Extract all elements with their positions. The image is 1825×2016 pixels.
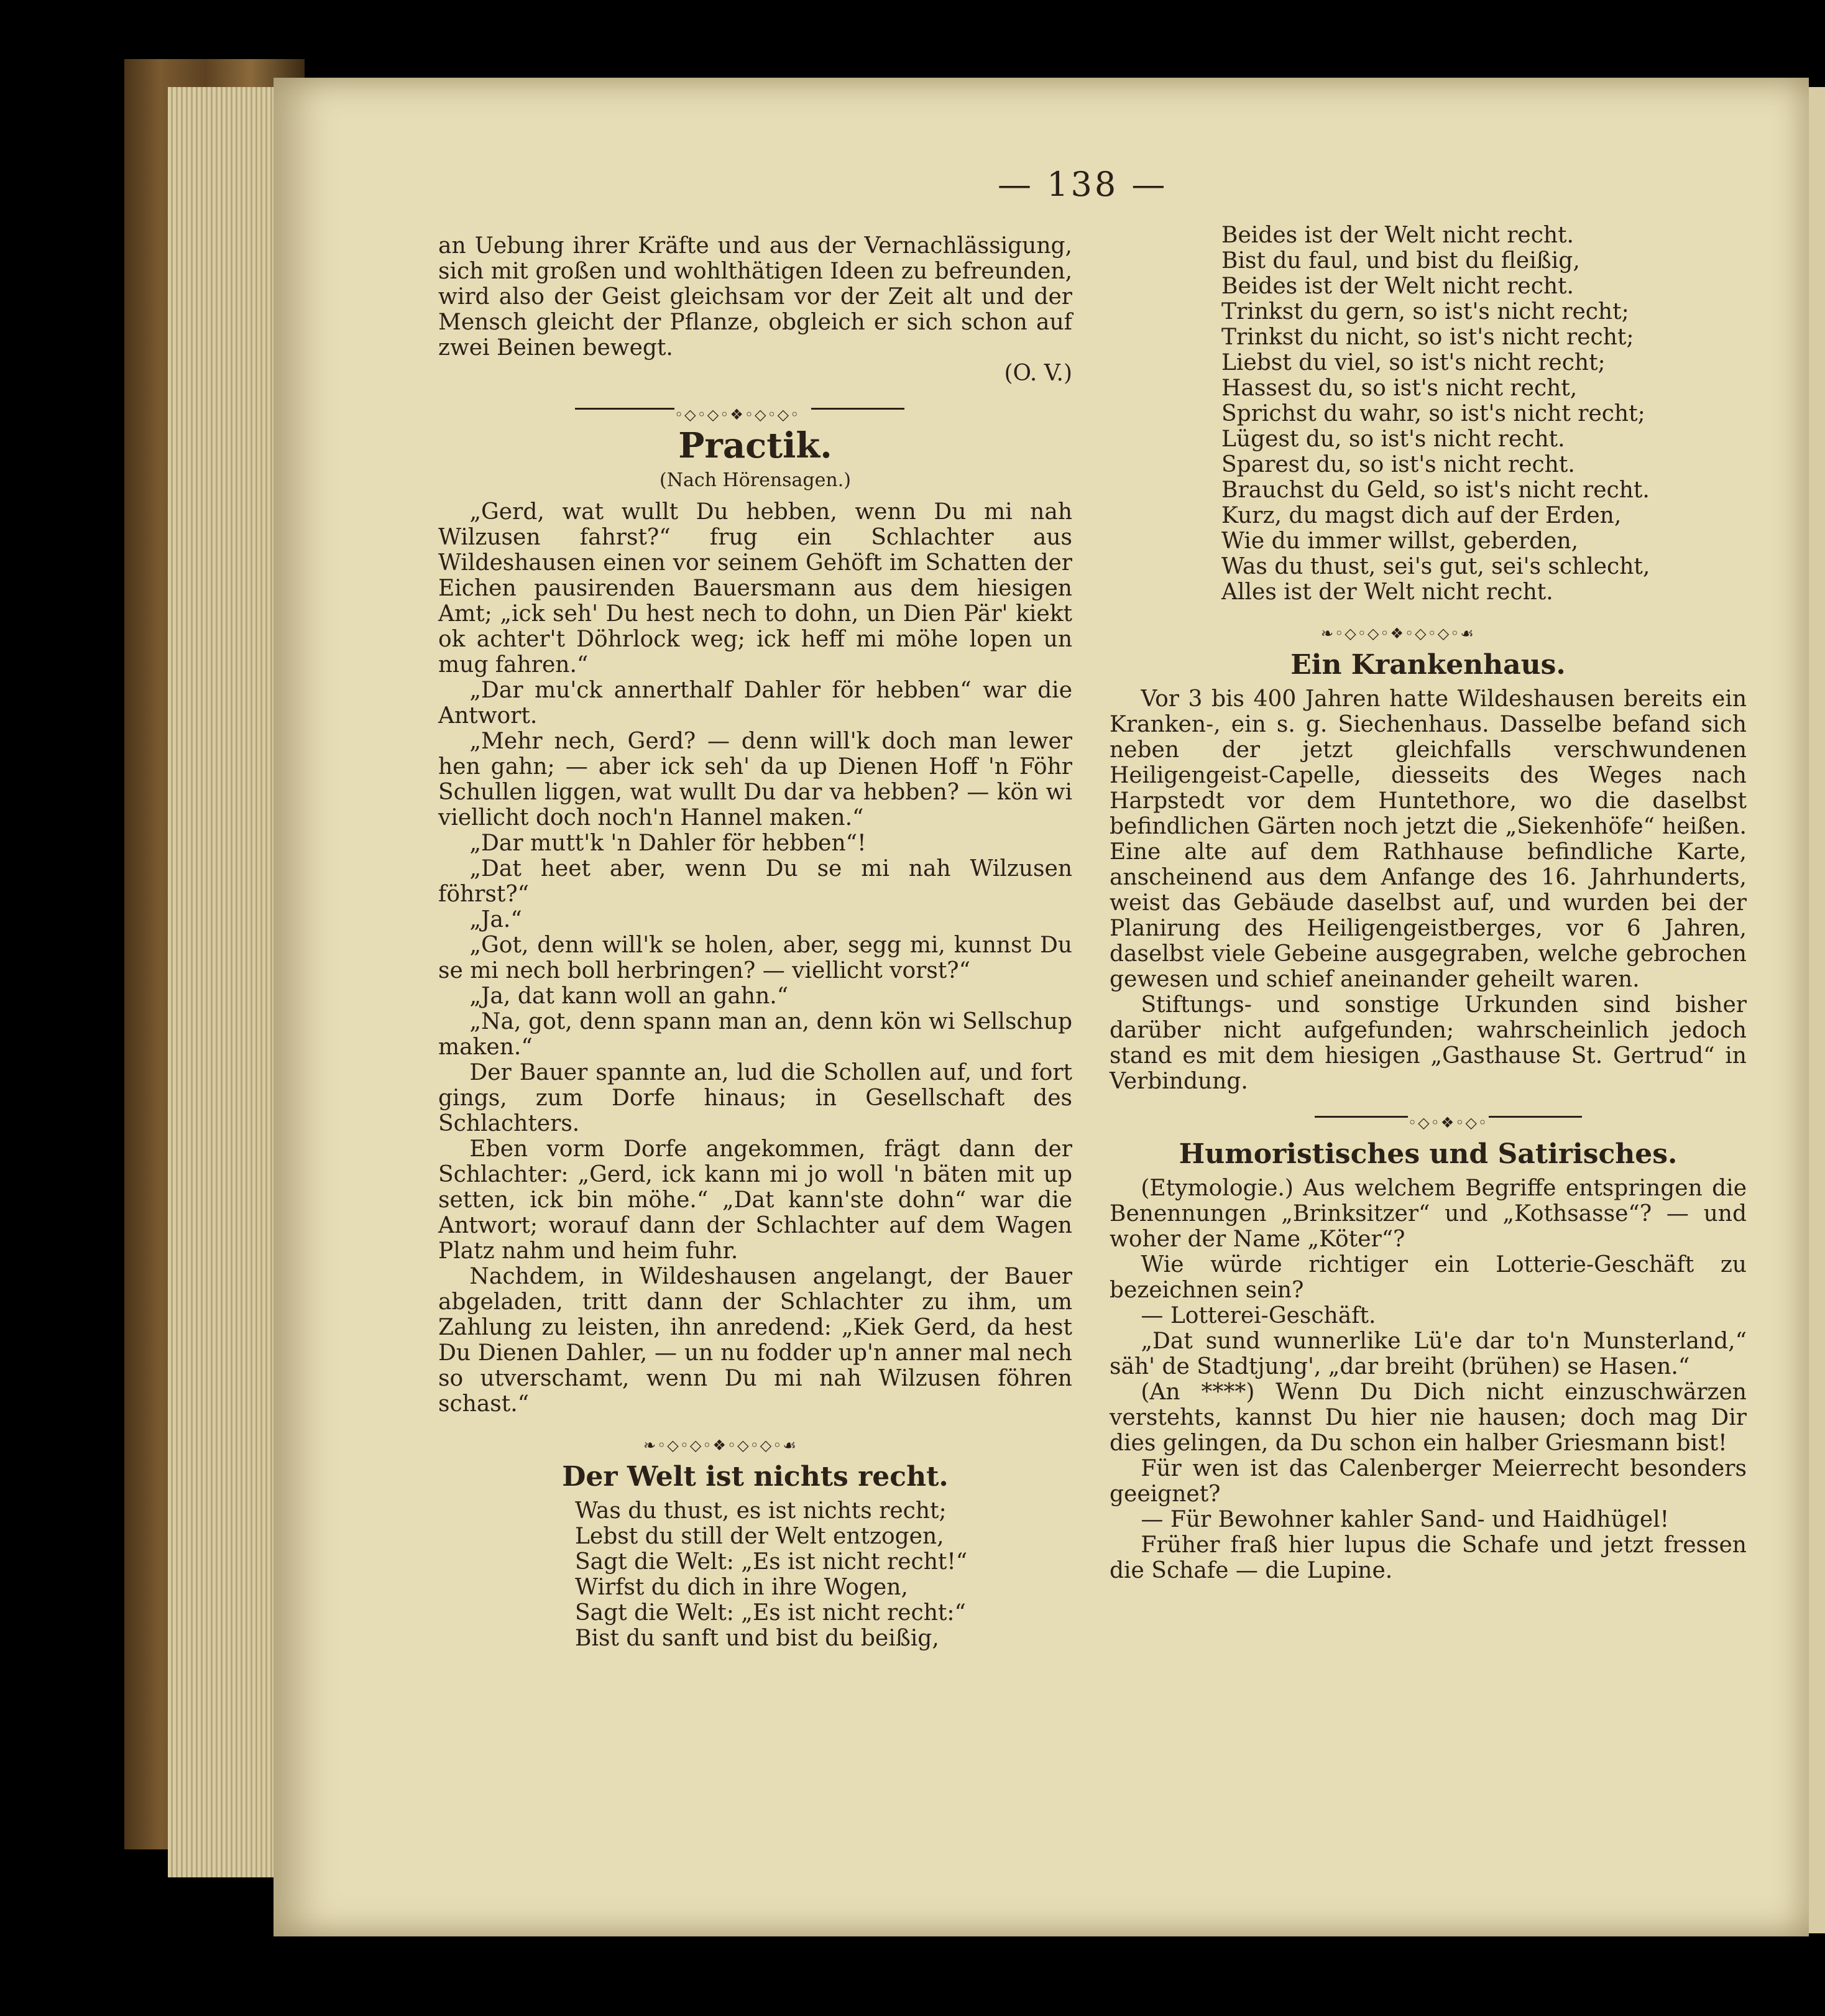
paragraph: (An ****) Wenn Du Dich nicht einzuschwärzen verstehts, kannst Du hier nie hausen; doch mag Dir dies gelingen, da Du schon ein halber Griesmann bist! (1110, 1379, 1747, 1456)
humor-title: Humoristisches und Satirisches. (1179, 1138, 1678, 1170)
poem-line: Sagt die Welt: „Es ist nicht recht!“ (575, 1549, 968, 1575)
poem-line: Hassest du, so ist's nicht recht, (1221, 375, 1578, 401)
page-number: — 138 — (998, 165, 1168, 204)
poem-line: Sagt die Welt: „Es ist nicht recht:“ (575, 1600, 966, 1626)
poem-line: Alles ist der Welt nicht recht. (1221, 579, 1553, 605)
left-column (438, 233, 1072, 1651)
poem-line: Beides ist der Welt nicht recht. (1221, 223, 1574, 248)
paragraph: „Gerd, wat wullt Du hebben, wenn Du mi nah Wilzusen fahrst?“ frug ein Schlachter aus Wildeshausen einen vor seinem Gehöft im Schatten der Eichen pausirenden Bauersmann aus dem hiesigen Amt; „ick seh' Du hest nech to dohn, un Dien Pär' kiekt ok achter't Döhrlock weg; ick heff mi möhe lopen un mug fahren.“ (438, 499, 1072, 678)
page-edges (168, 87, 280, 1877)
paragraph: Vor 3 bis 400 Jahren hatte Wildeshausen bereits ein Kranken-, ein s. g. Siechenhaus. Dasselbe befand sich neben der jetzt gleichfalls verschwundenen Heiligengeist-Capelle, diesseits des Weges nach Harpstedt vor dem Huntethore, wo die daselbst befindlichen Gärten noch jetzt die „Siekenhöfe“ heißen. Eine alte auf dem Rathhause befindliche Karte, anscheinend aus dem Anfange des 16. Jahrhunderts, weist das Gebäude daselbst auf, und wurden bei der Planirung des Heiligengeistberges, vor 6 Jahren, daselbst viele Gebeine ausgegraben, welche gebrochen gewesen und schief aneinander geheilt waren. (1110, 686, 1747, 992)
practik-subtitle: (Nach Hörensagen.) (660, 469, 851, 491)
poem-line: Kurz, du magst dich auf der Erden, (1221, 503, 1622, 528)
humor-text (1110, 1176, 1747, 1583)
section-divider: ❧◦◇◦◇◦❖◦◇◦◇◦☙ (1321, 625, 1475, 642)
paragraph: — Für Bewohner kahler Sand- und Haidhügel! (1141, 1507, 1670, 1532)
krankenhaus-text (1110, 686, 1747, 1094)
paragraph: „Dat heet aber, wenn Du se mi nah Wilzusen föhrst?“ (438, 856, 1072, 907)
paragraph: Für wen ist das Calenberger Meierrecht besonders geeignet? (1110, 1456, 1747, 1507)
krankenhaus-title: Ein Krankenhaus. (1290, 649, 1566, 681)
poem-line: Brauchst du Geld, so ist's nicht recht. (1221, 477, 1650, 503)
paragraph: Stiftungs- und sonstige Urkunden sind bisher darüber nicht aufgefunden; wahrscheinlich jedoch stand es mit dem hiesigen „Gasthause St. Gertrud“ in Verbindung. (1110, 992, 1747, 1094)
welt-title: Der Welt ist nichts recht. (562, 1461, 949, 1493)
poem-line: Was du thust, es ist nichts recht; (575, 1498, 947, 1524)
welt-poem (575, 1498, 1072, 1651)
paragraph: „Mehr nech, Gerd? — denn will'k doch man lewer hen gahn; — aber ick seh' da up Dienen Hoff 'n Föhr Schullen liggen, wat wullt Du dar va hebben? — kön wi viellicht doch noch'n Hannel maken.“ (438, 729, 1072, 831)
poem-line: Trinkst du gern, so ist's nicht recht; (1221, 299, 1629, 324)
poem-line: Trinkst du nicht, so ist's nicht recht; (1221, 324, 1634, 350)
paragraph: „Ja, dat kann woll an gahn.“ (469, 983, 789, 1009)
paragraph: „Dar mu'ck annerthalf Dahler för hebben“ war die Antwort. (438, 678, 1072, 729)
poem-line: Sprichst du wahr, so ist's nicht recht; (1221, 401, 1645, 426)
practik-text (438, 499, 1072, 1417)
poem-line: Beides ist der Welt nicht recht. (1221, 274, 1574, 299)
poem-line: Was du thust, sei's gut, sei's schlecht, (1221, 554, 1650, 579)
welt-poem-continued (1221, 223, 1747, 605)
poem-line: Bist du sanft und bist du beißig, (575, 1626, 939, 1651)
paragraph: Der Bauer spannte an, lud die Schollen auf, und fort gings, zum Dorfe hinaus; in Gesellschaft des Schlachters. (438, 1060, 1072, 1136)
paragraph: „Ja.“ (469, 907, 522, 932)
poem-line: Liebst du viel, so ist's nicht recht; (1221, 350, 1606, 375)
poem-line: Lügest du, so ist's nicht recht. (1221, 426, 1565, 452)
right-column (1110, 223, 1747, 1583)
paragraph: — Lotterei-Geschäft. (1141, 1303, 1376, 1328)
practik-title: Practik. (678, 425, 832, 466)
paragraph: (Etymologie.) Aus welchem Begriffe entspringen die Benennungen „Brinksitzer“ und „Kothsasse“? — und woher der Name „Köter“? (1110, 1176, 1747, 1252)
poem-line: Lebst du still der Welt entzogen, (575, 1524, 944, 1549)
poem-line: Wirfst du dich in ihre Wogen, (575, 1575, 908, 1600)
paragraph: Nachdem, in Wildeshausen angelangt, der Bauer abgeladen, tritt dann der Schlachter zu ihm, um Zahlung zu leisten, ihn anredend: „Kiek Gerd, da hest Du Dienen Dahler, — un nu fodder up'n anner mal nech so utverschamt, wenn Du mi nah Wilzusen föhren schast.“ (438, 1264, 1072, 1417)
paragraph: Früher fraß hier lupus die Schafe und jetzt fressen die Schafe — die Lupine. (1110, 1532, 1747, 1583)
paragraph: Wie würde richtiger ein Lotterie-Geschäft zu bezeichnen sein? (1110, 1252, 1747, 1303)
intro-signature: (O. V.) (1004, 361, 1072, 386)
paragraph: „Dat sund wunnerlike Lü'e dar to'n Munsterland,“ säh' de Stadtjung', „dar breiht (brühen) se Hasen.“ (1110, 1328, 1747, 1379)
poem-line: Wie du immer willst, geberden, (1221, 528, 1579, 554)
poem-line: Bist du faul, und bist du fleißig, (1221, 248, 1580, 274)
section-divider: ◦◇◦◇◦❖◦◇◦◇◦ (438, 402, 1072, 415)
paragraph: „Dar mutt'k 'n Dahler för hebben“! (469, 831, 867, 856)
paragraph: „Na, got, denn spann man an, denn kön wi Sellschup maken.“ (438, 1009, 1072, 1060)
section-divider: ❧◦◇◦◇◦❖◦◇◦◇◦☙ (643, 1437, 798, 1454)
intro-paragraph: an Uebung ihrer Kräfte und aus der Vernachlässigung, sich mit großen und wohlthätigen Ideen zu befreunden, wird also der Geist gleichsam vor der Zeit alt und der Mensch gleicht der Pflanze, obgleich er sich schon auf zwei Beinen bewegt. (438, 233, 1073, 361)
paragraph: Eben vorm Dorfe angekommen, frägt dann der Schlachter: „Gerd, ick kann mi jo woll 'n bäten mit up setten, ick bin möhe.“ „Dat kann'ste dohn“ war die Antwort; worauf dann der Schlachter auf dem Wagen Platz nahm und heim fuhr. (438, 1136, 1072, 1264)
section-divider: ◦◇◦❖◦◇◦ (1110, 1110, 1747, 1123)
paragraph: „Got, denn will'k se holen, aber, segg mi, kunnst Du se mi nech boll herbringen? — viellicht vorst?“ (438, 932, 1072, 983)
poem-line: Sparest du, so ist's nicht recht. (1221, 452, 1575, 477)
